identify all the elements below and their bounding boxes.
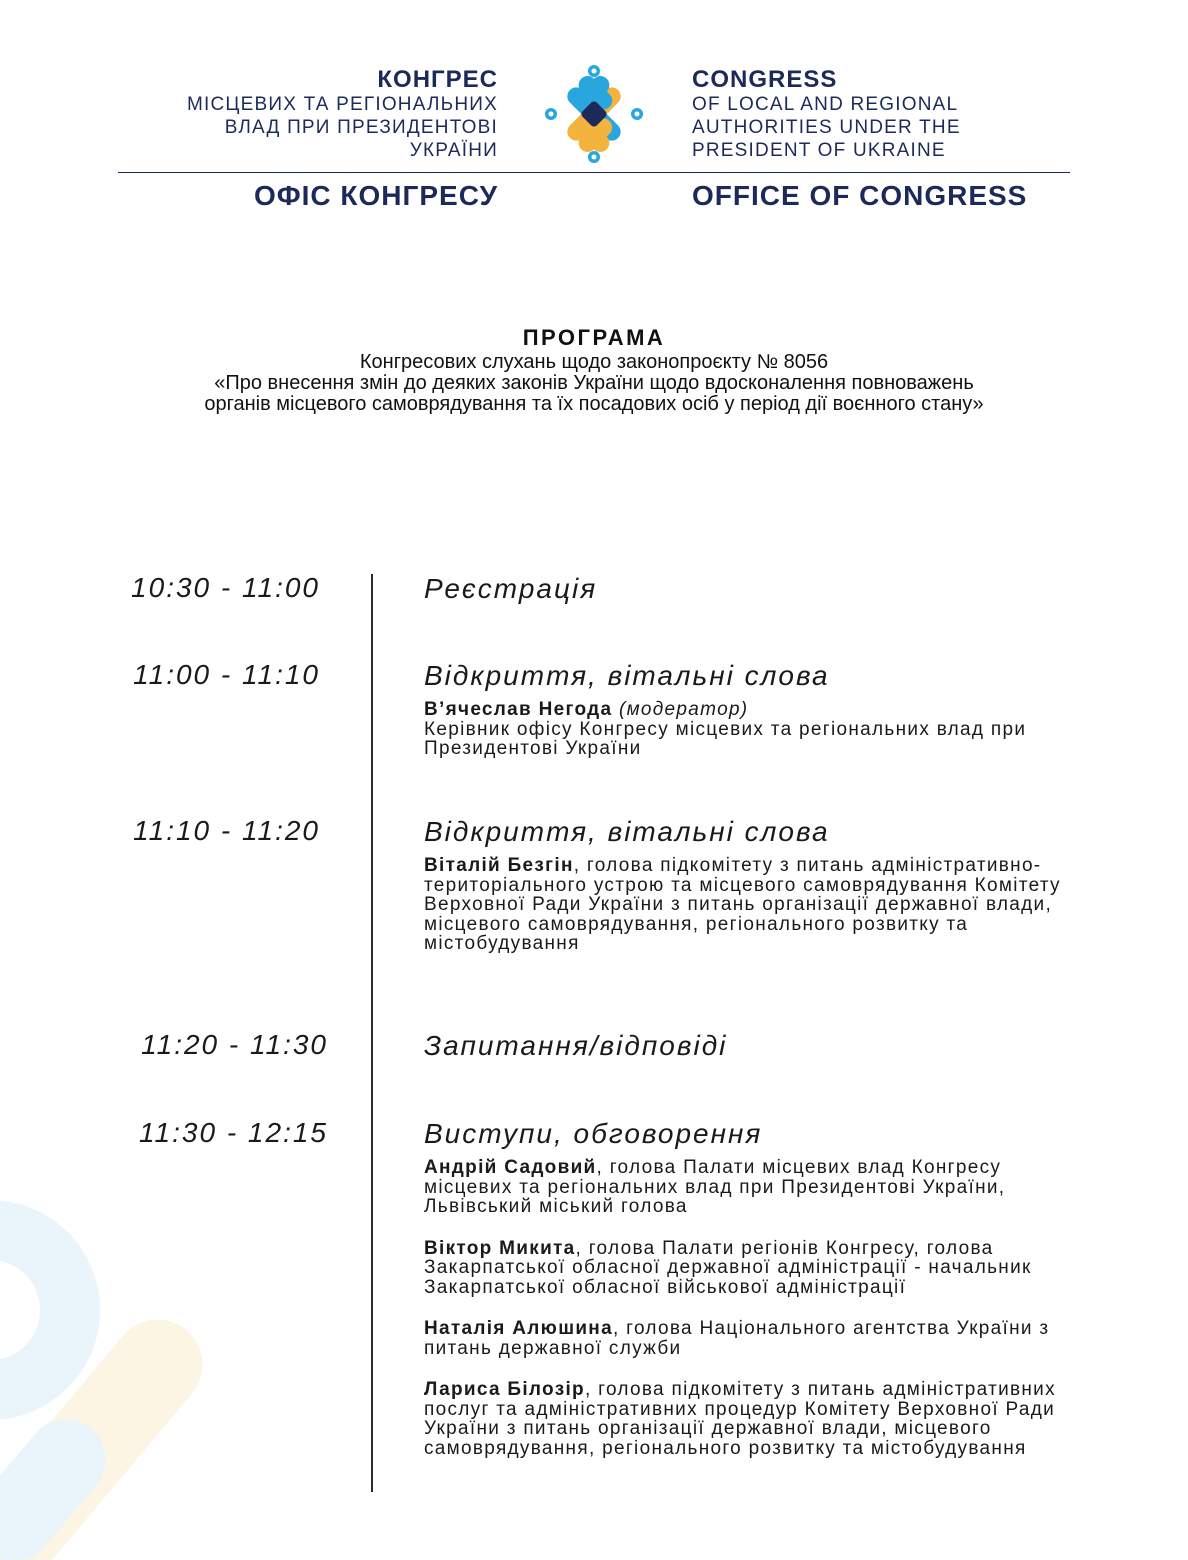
header-line-en: OF LOCAL AND REGIONAL — [692, 94, 959, 115]
program-title: ПРОГРАМА — [522, 325, 666, 350]
slot-title: Виступи, обговорення — [424, 1118, 763, 1149]
program-subtitle-line: органів місцевого самоврядування та їх посадових осіб у період дії воєнного стану» — [204, 393, 984, 415]
header-line-ua: МІСЦЕВИХ ТА РЕГІОНАЛЬНИХ — [186, 94, 498, 115]
schedule-slot — [424, 572, 1074, 613]
schedule-slot — [424, 1029, 1074, 1070]
speaker-description: голова Палати регіонів Конгресу, голова Закарпатської обласної державної адміністрації - начальник Закарпатської обласної військової адміністрації — [424, 1237, 1032, 1298]
slot-title: Відкриття, вітальні слова — [424, 816, 830, 847]
header-divider — [118, 172, 1070, 173]
speaker-name: Віктор Микита — [424, 1237, 576, 1259]
header-line-ua: УКРАЇНИ — [409, 140, 498, 161]
speaker-name: Наталія Алюшина — [424, 1318, 613, 1339]
header-line-en: AUTHORITIES UNDER THE — [692, 117, 961, 138]
header-ukrainian — [187, 66, 498, 162]
header-english — [692, 66, 961, 162]
schedule-slot — [424, 1117, 1074, 1480]
speaker-entry: Наталія Алюшина, голова Національного агентства України з питань державної служби — [424, 1318, 1050, 1359]
header-line-en: PRESIDENT OF UKRAINE — [692, 140, 946, 161]
speaker-description: голова Палати місцевих влад Конгресу місцевих та регіональних влад при Президентові України, Львівський міський голова — [424, 1157, 1006, 1217]
slot-time: 11:00 - 11:10 — [133, 659, 320, 690]
slot-time: 11:30 - 12:15 — [139, 1117, 328, 1148]
speaker-entry — [424, 700, 1074, 759]
speaker-entry: Андрій Садовий, голова Палати місцевих влад Конгресу місцевих та регіональних влад при Президентові України, Львівський міський голова — [424, 1157, 1006, 1217]
speaker-name: Андрій Садовий — [424, 1157, 597, 1178]
speaker-description: голова підкомітету з питань адміністративних послуг та адміністративних процедур Комітету Верховної Ради України з питань організації державної влади, місцевого самоврядування, регіонального розвитку та містобудування — [424, 1379, 1056, 1459]
header-title-ua: КОНГРЕС — [377, 66, 498, 93]
office-title-en: OFFICE OF CONGRESS — [692, 180, 1028, 211]
schedule-slot — [424, 815, 1074, 976]
background-decoration — [0, 1200, 260, 1560]
slot-time: 10:30 - 11:00 — [131, 572, 320, 603]
speaker-entry: Віталій Безгін, голова підкомітету з питань адміністративно-територіального устрою та місцевого самоврядування Комітету Верховної Ради України з питань організації державної влади, місцевого самоврядування, регіонального розвитку та містобудування — [424, 855, 1061, 954]
slot-time: 11:20 - 11:30 — [141, 1029, 328, 1060]
program-subtitle-line: «Про внесення змін до деяких законів України щодо вдосконалення повноважень — [214, 372, 974, 394]
header-line-ua: ВЛАД ПРИ ПРЕЗИДЕНТОВІ — [224, 117, 498, 138]
speaker-name: Лариса Білозір — [424, 1379, 585, 1400]
speaker-description: голова Національного агентства України з питань державної служби — [424, 1318, 1050, 1359]
speaker-entry: Віктор Микита, голова Палати регіонів Конгресу, голова Закарпатської обласної державної адміністрації - начальник Закарпатської обласної військової адміністрації — [424, 1237, 1032, 1298]
speaker-role-note: (модератор) — [618, 699, 749, 720]
program-subtitle-line: Конгресових слухань щодо законопроєкту № 8056 — [359, 351, 829, 373]
program-heading — [0, 324, 1188, 415]
schedule-slot — [424, 659, 1074, 781]
slot-title: Запитання/відповіді — [424, 1030, 728, 1061]
speaker-entry: Лариса Білозір, голова підкомітету з питань адміністративних послуг та адміністративних процедур Комітету Верховної Ради України з питань організації державної влади, місцевого самоврядування, регіонального розвитку та містобудування — [424, 1379, 1056, 1459]
header-title-en: CONGRESS — [692, 66, 838, 93]
congress-logo-icon — [544, 64, 644, 164]
speaker-name: В’ячеслав Негода — [424, 699, 613, 720]
office-title-ua: ОФІС КОНГРЕСУ — [253, 180, 498, 211]
slot-title: Реєстрація — [424, 573, 598, 604]
slot-title: Відкриття, вітальні слова — [424, 660, 830, 691]
timeline-divider — [371, 574, 373, 1492]
slot-time: 11:10 - 11:20 — [133, 815, 320, 846]
speaker-description: голова підкомітету з питань адміністративно-територіального устрою та місцевого самоврядування Комітету Верховної Ради України з питань організації державної влади, місцевого самоврядування, регіонального розвитку та містобудування — [424, 855, 1061, 954]
speaker-description: Керівник офісу Конгресу місцевих та регіональних влад при Президентові України — [424, 718, 1027, 759]
speaker-name: Віталій Безгін — [424, 855, 574, 876]
